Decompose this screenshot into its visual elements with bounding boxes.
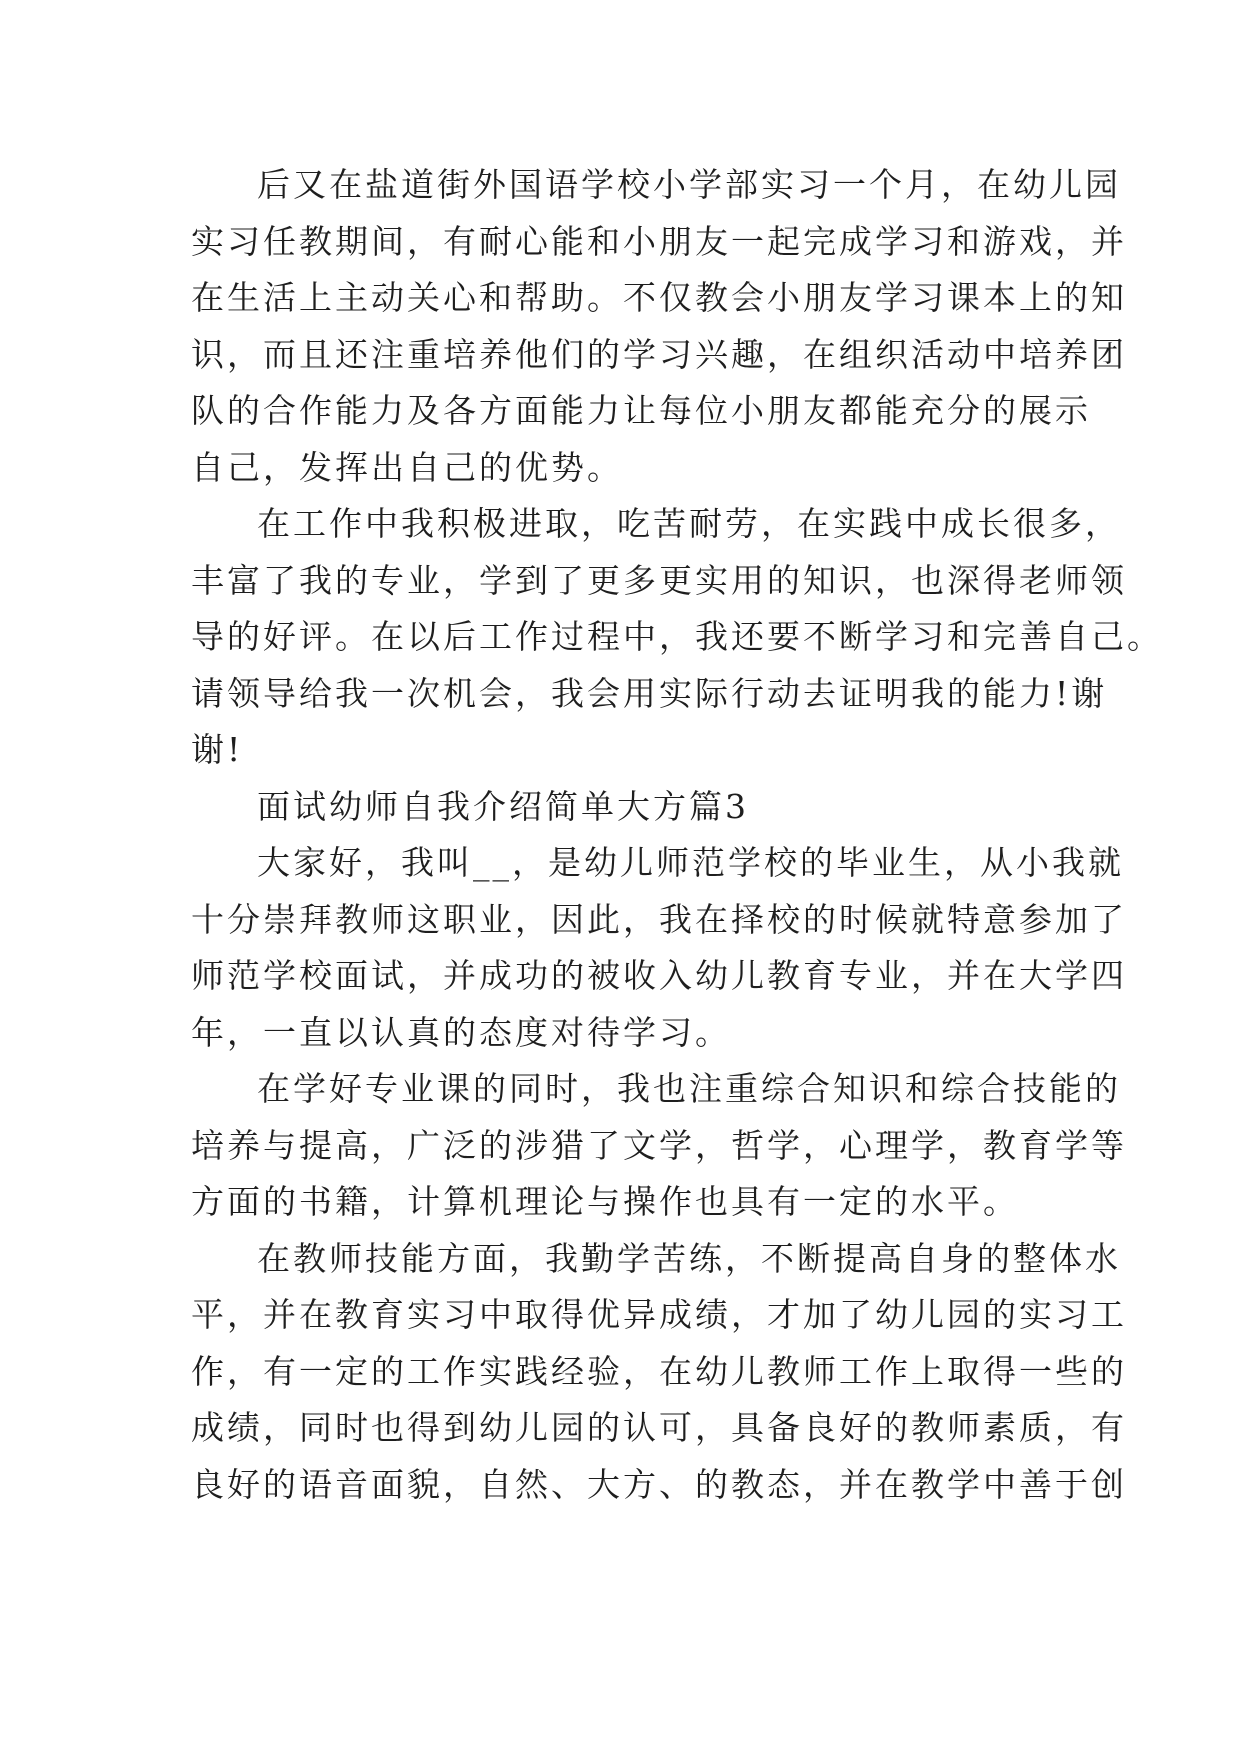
text-line: 请领导给我一次机会，我会用实际行动去证明我的能力!谢	[191, 673, 1108, 713]
text-line: 作，有一定的工作实践经验，在幼儿教师工作上取得一些的	[191, 1351, 1127, 1391]
document-body	[191, 157, 1163, 1513]
text-line: 年，一直以认真的态度对待学习。	[191, 1012, 731, 1052]
text-line: 丰富了我的专业，学到了更多更实用的知识，也深得老师领	[191, 560, 1127, 600]
text-line: 实习任教期间，有耐心能和小朋友一起完成学习和游戏，并	[191, 221, 1127, 261]
text-line: 导的好评。在以后工作过程中，我还要不断学习和完善自己。	[191, 617, 1163, 656]
text-line: 平，并在教育实习中取得优异成绩，才加了幼儿园的实习工	[191, 1295, 1127, 1334]
section-heading	[191, 779, 1055, 836]
paragraph-internship	[191, 157, 1127, 496]
text-line: 师范学校面试，并成功的被收入幼儿教育专业，并在大学四	[191, 956, 1127, 995]
text-line: 识，而且还注重培养他们的学习兴趣，在组织活动中培养团	[191, 334, 1127, 374]
text-line: 后又在盐道街外国语学校小学部实习一个月，在幼儿园	[257, 165, 1121, 204]
text-line: 培养与提高，广泛的涉猎了文学，哲学，心理学，教育学等	[191, 1125, 1127, 1165]
text-line: 方面的书籍，计算机理论与操作也具有一定的水平。	[191, 1182, 1019, 1221]
text-line: 良好的语音面貌，自然、大方、的教态，并在教学中善于创	[191, 1464, 1127, 1504]
text-line: 谢!	[191, 730, 244, 769]
text-line: 在教师技能方面，我勤学苦练，不断提高自身的整体水	[257, 1238, 1121, 1278]
text-line: 队的合作能力及各方面能力让每位小朋友都能充分的展示	[191, 391, 1091, 430]
text-line: 十分崇拜教师这职业，因此，我在择校的时候就特意参加了	[191, 899, 1127, 939]
section-heading-text: 面试幼师自我介绍简单大方篇3	[257, 786, 749, 826]
text-line: 在生活上主动关心和帮助。不仅教会小朋友学习课本上的知	[191, 278, 1127, 317]
text-line: 大家好，我叫__，是幼儿师范学校的毕业生，从小我就	[257, 843, 1124, 882]
text-line: 自己，发挥出自己的优势。	[191, 447, 623, 487]
text-line: 在工作中我积极进取，吃苦耐劳，在实践中成长很多，	[257, 504, 1121, 543]
paragraph-studies	[191, 1061, 1127, 1231]
paragraph-teaching-skills	[191, 1231, 1127, 1514]
text-line: 在学好专业课的同时，我也注重综合知识和综合技能的	[257, 1069, 1121, 1108]
paragraph-work-attitude	[191, 496, 1163, 779]
text-line: 成绩，同时也得到幼儿园的认可，具备良好的教师素质，有	[191, 1408, 1127, 1447]
paragraph-introduction	[191, 835, 1127, 1061]
